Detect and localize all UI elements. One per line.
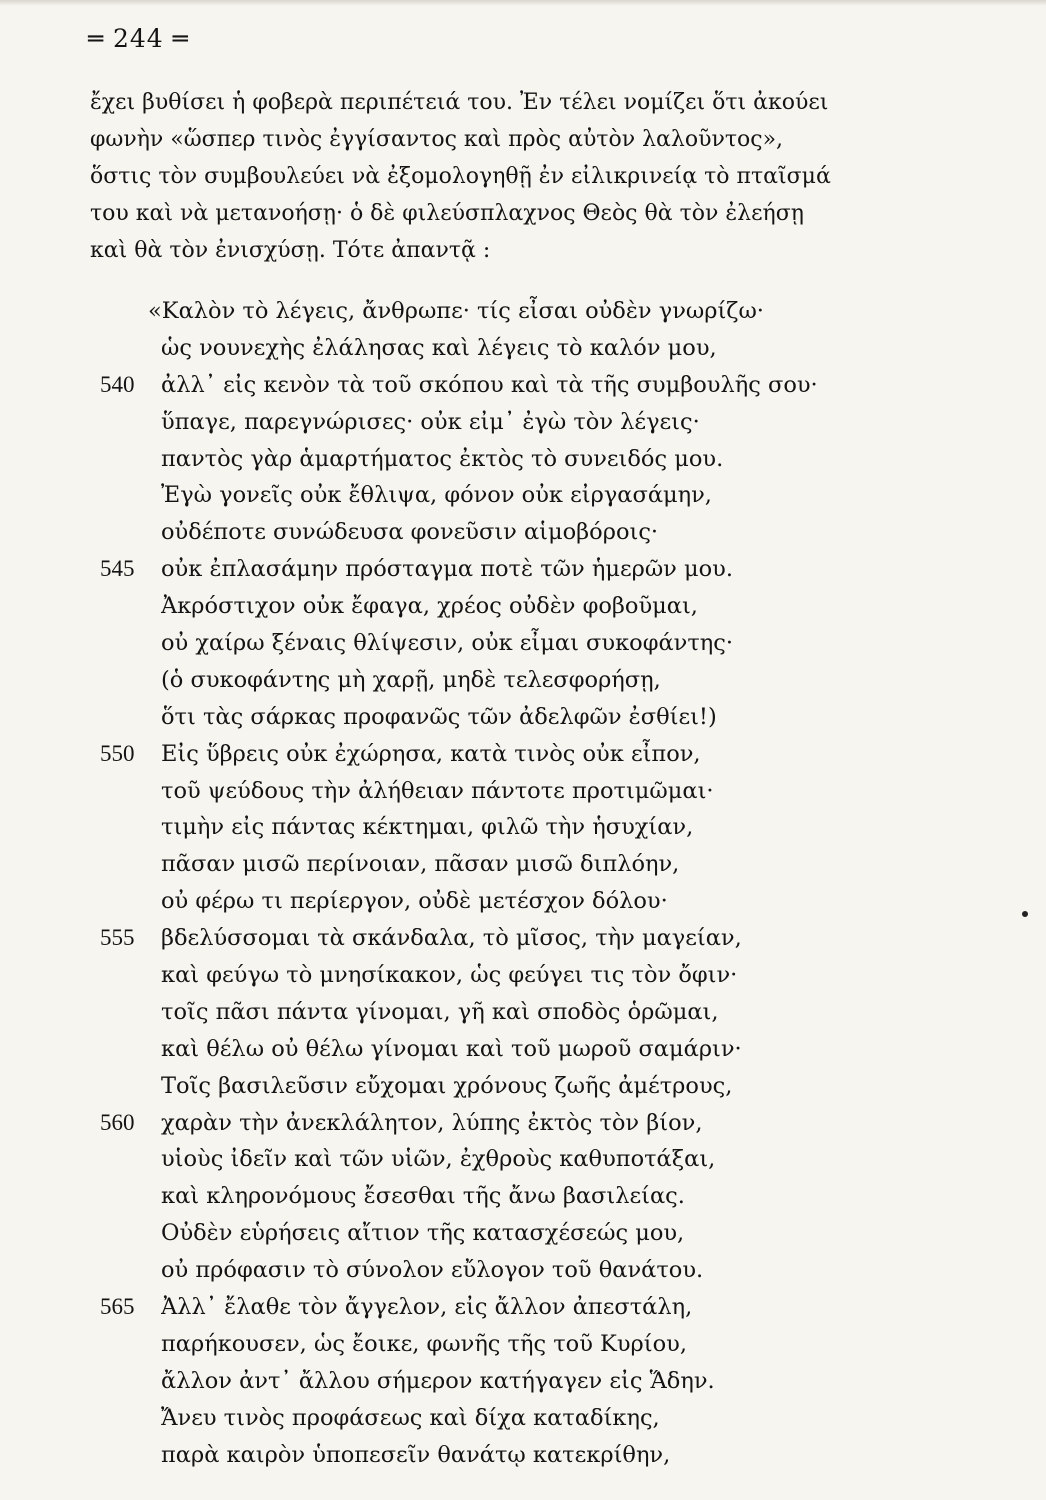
- verse-text: καὶ φεύγω τὸ μνησίκακον, ὡς φεύγει τις τὸν ὄφιν·: [161, 962, 738, 989]
- verse-text: οὐκ ἐπλασάμην πρόσταγμα ποτὲ τῶν ἡμερῶν μου.: [161, 556, 734, 583]
- prose-line: ἔχει βυθίσει ἡ φοβερὰ περιπέτειά του. Ἐν τέλει νομίζει ὅτι ἀκούει: [90, 90, 829, 115]
- margin-dot: [1022, 911, 1028, 917]
- verse-text: Οὐδὲν εὑρήσεις αἴτιον τῆς κατασχέσεώς μου,: [161, 1220, 685, 1247]
- line-number: 550: [100, 740, 135, 766]
- verse-line: [100, 441, 960, 478]
- verse-text: παρήκουσεν, ὡς ἔοικε, φωνῆς τῆς τοῦ Κυρίου,: [161, 1330, 687, 1357]
- verse-line: [100, 1252, 960, 1289]
- verse-block: [100, 293, 960, 1474]
- verse-text: «Καλὸν τὸ λέγεις, ἄνθρωπε· τίς εἶσαι οὐδὲν γνωρίζω·: [148, 298, 764, 324]
- prose-line: ὅστις τὸν συμβουλεύει νὰ ἐξομολογηθῇ ἐν εἰλικρινείᾳ τὸ πταῖσμά: [90, 164, 831, 189]
- verse-line: [100, 1141, 960, 1178]
- verse-text: παντὸς γὰρ ἁμαρτήματος ἐκτὸς τὸ συνειδός μου.: [161, 445, 724, 472]
- verse-text: Ἄνευ τινὸς προφάσεως καὶ δίχα καταδίκης,: [161, 1404, 660, 1431]
- verse-line: [100, 551, 960, 588]
- verse-line: [100, 293, 960, 330]
- verse-line: [100, 994, 960, 1031]
- verse-line: [100, 699, 960, 736]
- verse-text: Ἀλλ᾽ ἔλαθε τὸν ἄγγελον, εἰς ἄλλον ἀπεστάλη,: [161, 1294, 693, 1321]
- verse-line: [100, 662, 960, 699]
- verse-line: [100, 846, 960, 883]
- verse-line: [100, 514, 960, 551]
- verse-text: Ἐγὼ γονεῖς οὐκ ἔθλιψα, φόνον οὐκ εἰργασάμην,: [161, 482, 712, 509]
- verse-line: [100, 1178, 960, 1215]
- verse-line: [100, 1400, 960, 1437]
- prose-line: φωνὴν «ὥσπερ τινὸς ἐγγίσαντος καὶ πρὸς αὐτὸν λαλοῦντος»,: [90, 127, 784, 152]
- verse-text: ἀλλ᾽ εἰς κενὸν τὰ τοῦ σκόπου καὶ τὰ τῆς συμβουλῆς σου·: [161, 371, 818, 398]
- verse-text: τοῖς πᾶσι πάντα γίνομαι, γῆ καὶ σποδὸς ὁρῶμαι,: [161, 998, 719, 1025]
- verse-text: ὅτι τὰς σάρκας προφανῶς τῶν ἀδελφῶν ἐσθίει!): [161, 703, 717, 730]
- verse-line: [100, 1215, 960, 1252]
- verse-line: [100, 1068, 960, 1105]
- scan-edge-shadow: [0, 0, 1046, 6]
- verse-line: [100, 404, 960, 441]
- line-number: 545: [100, 556, 135, 582]
- verse-line: [100, 1105, 960, 1142]
- verse-text: τιμὴν εἰς πάντας κέκτημαι, φιλῶ τὴν ἡσυχίαν,: [161, 814, 694, 841]
- verse-line: [100, 957, 960, 994]
- verse-text: υἱοὺς ἰδεῖν καὶ τῶν υἱῶν, ἐχθροὺς καθυποτάξαι,: [161, 1146, 716, 1173]
- verse-text: τοῦ ψεύδους τὴν ἀλήθειαν πάντοτε προτιμῶμαι·: [161, 777, 714, 804]
- verse-line: [100, 588, 960, 625]
- verse-line: [100, 367, 960, 404]
- verse-text: ὕπαγε, παρεγνώρισες· οὐκ εἰμ᾽ ἐγὼ τὸν λέγεις·: [161, 408, 700, 435]
- verse-line: [100, 330, 960, 367]
- verse-line: [100, 1289, 960, 1326]
- verse-text: καὶ θέλω οὐ θέλω γίνομαι καὶ τοῦ μωροῦ σαμάριν·: [161, 1035, 742, 1062]
- verse-line: [100, 883, 960, 920]
- verse-line: [100, 1031, 960, 1068]
- verse-line: [100, 1437, 960, 1474]
- verse-line: [100, 809, 960, 846]
- line-number: 560: [100, 1109, 135, 1135]
- prose-line: του καὶ νὰ μετανοήσῃ· ὁ δὲ φιλεύσπλαχνος Θεὸς θὰ τὸν ἐλεήσῃ: [90, 201, 804, 226]
- verse-line: [100, 773, 960, 810]
- verse-text: Ἀκρόστιχον οὐκ ἔφαγα, χρέος οὐδὲν φοβοῦμαι,: [161, 593, 698, 620]
- verse-line: [100, 1363, 960, 1400]
- verse-text: ὡς νουνεχὴς ἐλάλησας καὶ λέγεις τὸ καλόν μου,: [161, 334, 717, 361]
- verse-text: καὶ κληρονόμους ἔσεσθαι τῆς ἄνω βασιλείας.: [161, 1183, 685, 1210]
- page-number: ═ 244 ═: [88, 24, 189, 53]
- verse-text: οὐ πρόφασιν τὸ σύνολον εὔλογον τοῦ θανάτου.: [161, 1257, 704, 1284]
- prose-paragraph: [90, 84, 1000, 269]
- verse-line: [100, 625, 960, 662]
- verse-text: Εἰς ὕβρεις οὐκ ἐχώρησα, κατὰ τινὸς οὐκ εἶπον,: [161, 740, 701, 767]
- prose-line: καὶ θὰ τὸν ἐνισχύσῃ. Τότε ἀπαντᾷ :: [90, 238, 491, 263]
- line-number: 555: [100, 925, 135, 951]
- verse-text: οὐδέποτε συνώδευσα φονεῦσιν αἱμοβόροις·: [161, 519, 659, 546]
- verse-text: οὐ χαίρω ξέναις θλίψεσιν, οὐκ εἶμαι συκοφάντης·: [161, 630, 734, 657]
- verse-text: παρὰ καιρὸν ὑποπεσεῖν θανάτῳ κατεκρίθην,: [161, 1441, 671, 1468]
- verse-text: (ὁ συκοφάντης μὴ χαρῇ, μηδὲ τελεσφορήσῃ,: [161, 666, 661, 693]
- verse-line: [100, 1326, 960, 1363]
- verse-text: βδελύσσομαι τὰ σκάνδαλα, τὸ μῖσος, τὴν μαγείαν,: [161, 925, 742, 952]
- verse-text: χαρὰν τὴν ἀνεκλάλητον, λύπης ἐκτὸς τὸν βίον,: [161, 1109, 703, 1136]
- verse-text: οὐ φέρω τι περίεργον, οὐδὲ μετέσχον δόλου·: [161, 888, 668, 915]
- line-number: 565: [100, 1294, 135, 1320]
- verse-line: [100, 477, 960, 514]
- verse-text: ἄλλον ἀντ᾽ ἄλλου σήμερον κατήγαγεν εἰς Ἅδην.: [161, 1367, 715, 1394]
- verse-text: πᾶσαν μισῶ περίνοιαν, πᾶσαν μισῶ διπλόην,: [161, 851, 680, 878]
- verse-line: [100, 920, 960, 957]
- line-number: 540: [100, 371, 135, 397]
- verse-text: Τοῖς βασιλεῦσιν εὔχομαι χρόνους ζωῆς ἀμέτρους,: [161, 1072, 733, 1099]
- verse-line: [100, 736, 960, 773]
